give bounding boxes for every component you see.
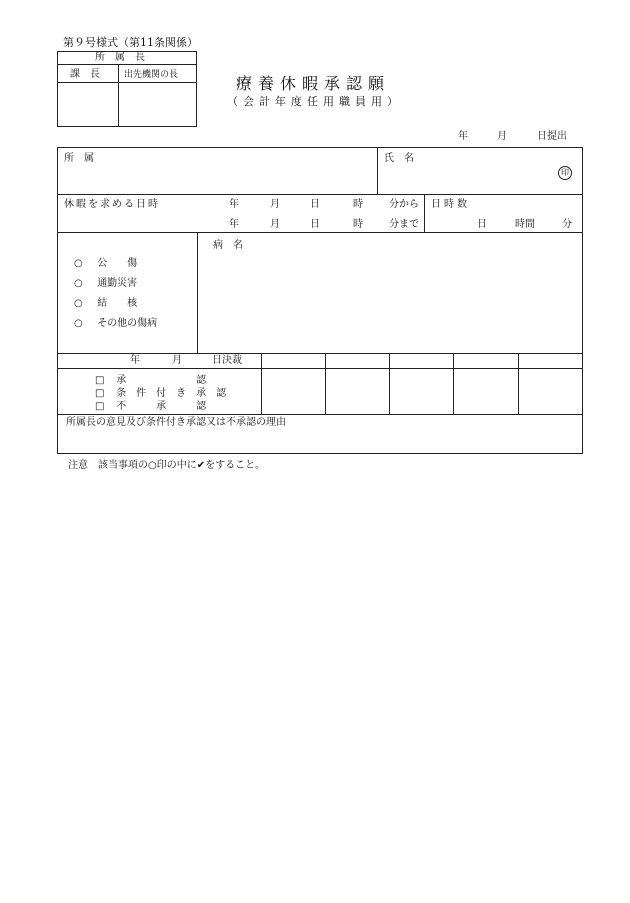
footer-note: 注意 該当事項の○印の中に✔をすること。: [68, 460, 266, 471]
col-divider: [325, 353, 326, 414]
illness-option-label: その他の傷病: [97, 318, 158, 329]
decision-option-label: 承 認: [116, 375, 207, 386]
illness-option[interactable]: [74, 298, 137, 310]
decision-option-label: 不 承 認: [116, 401, 207, 412]
leave-to-day: 日: [310, 219, 320, 230]
illness-name-label: 病 名: [213, 240, 243, 251]
row-divider: [57, 194, 583, 195]
leave-from-day: 日: [310, 199, 320, 210]
leave-to-month: 月: [270, 219, 280, 230]
checkbox-icon: □: [95, 375, 105, 386]
row-divider: [57, 353, 583, 354]
duration-day: 日: [477, 219, 487, 230]
approval-box-divider: [118, 64, 119, 127]
row-divider: [197, 232, 198, 353]
checkbox-icon: □: [95, 388, 105, 399]
decision-option[interactable]: [95, 401, 206, 413]
approval-header: 所 属 長: [95, 52, 145, 63]
leave-from-year: 年: [229, 199, 239, 210]
leave-from-hour: 時: [353, 199, 363, 210]
leave-from-month: 月: [270, 199, 280, 210]
approval-box-divider: [57, 82, 197, 83]
decision-option[interactable]: [95, 388, 226, 400]
submission-day: 日提出: [537, 131, 567, 142]
page-title: 療養休暇承認願: [236, 74, 391, 93]
radio-circle-icon: ○: [74, 258, 83, 269]
illness-option-label: 公 傷: [97, 258, 138, 269]
row-divider: [57, 368, 583, 369]
decision-option-label: 条 件 付 き 承 認: [116, 388, 227, 399]
approval-stamp-cell[interactable]: [456, 371, 515, 411]
decision-option[interactable]: [95, 375, 206, 387]
affiliation-field[interactable]: [100, 165, 370, 189]
name-label: 氏 名: [384, 153, 414, 164]
approval-stamp-area-section-chief[interactable]: [60, 84, 116, 124]
submission-year: 年: [458, 131, 468, 142]
illness-name-field[interactable]: [205, 256, 575, 348]
form-number: 第９号様式（第11条関係）: [63, 36, 198, 49]
affiliation-label: 所 属: [64, 153, 94, 164]
approval-stamp-cell[interactable]: [264, 371, 322, 411]
decision-year: 年: [130, 355, 140, 366]
approval-stamp-cell[interactable]: [521, 371, 580, 411]
reason-field[interactable]: [64, 430, 576, 450]
illness-option[interactable]: [74, 278, 137, 290]
seal-mark: 印: [558, 166, 572, 180]
radio-circle-icon: ○: [74, 278, 83, 289]
duration-hours: 時間: [515, 219, 535, 230]
duration-minutes: 分: [562, 219, 572, 230]
leave-period-label: 休暇を求める日時: [64, 199, 160, 210]
page-subtitle: （会計年度任用職員用）: [227, 95, 403, 108]
approval-stamp-cell[interactable]: [328, 371, 386, 411]
leave-to-year: 年: [229, 219, 239, 230]
leave-to-hour: 時: [353, 219, 363, 230]
leave-to-minute: 分まで: [389, 219, 419, 230]
radio-circle-icon: ○: [74, 298, 83, 309]
duration-label: 日時数: [431, 199, 470, 210]
approval-stamp-cell[interactable]: [392, 371, 450, 411]
row-divider: [57, 232, 583, 233]
reason-label: 所属長の意見及び条件付き承認又は不承認の理由: [66, 417, 286, 428]
radio-circle-icon: ○: [74, 318, 83, 329]
approval-col-branch-head: 出先機関の長: [124, 70, 179, 80]
illness-option[interactable]: [74, 318, 157, 330]
illness-option-label: 結 核: [97, 298, 138, 309]
approval-col-section-chief: 課 長: [70, 69, 100, 80]
approval-box-divider: [57, 64, 197, 65]
row-divider: [424, 194, 425, 232]
row-divider: [377, 147, 378, 194]
row-divider: [57, 414, 583, 415]
decision-month: 月: [172, 355, 182, 366]
illness-option[interactable]: [74, 258, 137, 270]
col-divider: [389, 353, 390, 414]
submission-month: 月: [497, 131, 507, 142]
col-divider: [453, 353, 454, 414]
decision-day: 日決裁: [212, 355, 242, 366]
checkbox-icon: □: [95, 401, 105, 412]
col-divider: [518, 353, 519, 414]
illness-option-label: 通勤災害: [97, 278, 138, 289]
col-divider: [261, 353, 262, 414]
leave-from-minute: 分から: [389, 199, 419, 210]
approval-stamp-area-branch-head[interactable]: [121, 84, 194, 124]
name-field[interactable]: [420, 165, 550, 189]
